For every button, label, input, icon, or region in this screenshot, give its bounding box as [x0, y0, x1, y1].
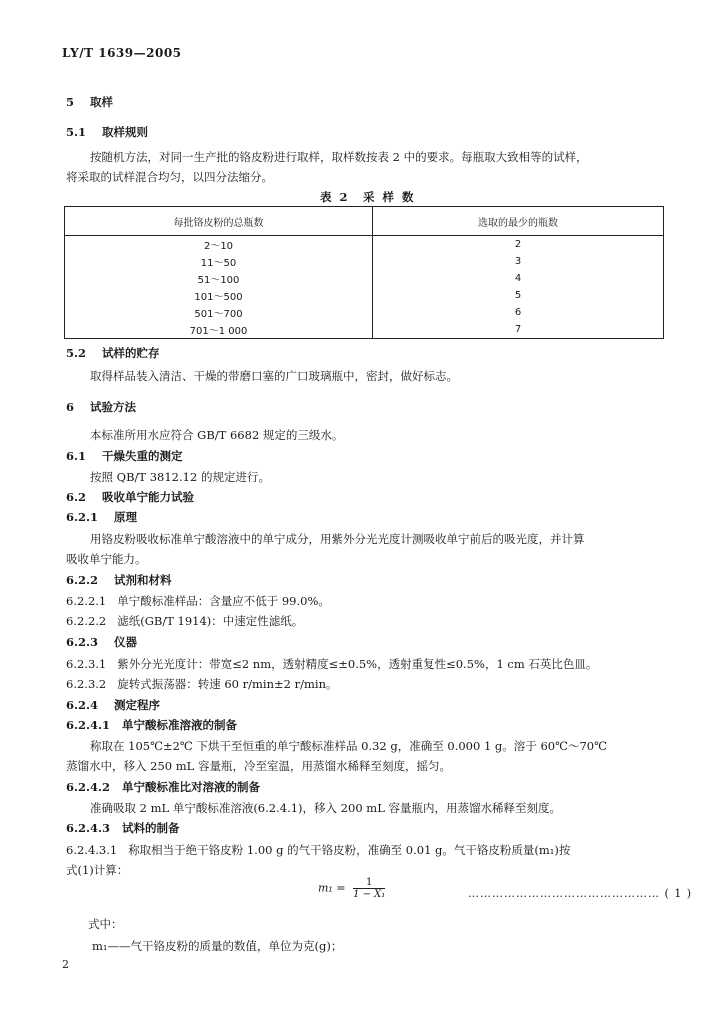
clause-text: 称取相当于绝干铬皮粉 1.00 g 的气干铬皮粉，准确至 0.01 g。气干铬皮粉质量(m₁)按	[128, 843, 571, 857]
section-title: 干燥失重的测定	[102, 449, 183, 463]
section-number: 6.2.3	[66, 635, 99, 649]
section-6-2-3-1	[66, 656, 597, 672]
formula-numerator: 1	[353, 877, 385, 889]
table-cell: 3	[373, 253, 664, 270]
section-6-2-3-heading	[66, 634, 137, 650]
table-header-min-bottles: 选取的最少的瓶数	[373, 207, 664, 236]
section-6-2-4-1-line-2: 蒸馏水中，移入 250 mL 容量瓶，冷至室温，用蒸馏水稀释至刻度，摇匀。	[66, 759, 451, 773]
table-header-row	[65, 207, 664, 236]
section-5-heading	[66, 94, 113, 110]
section-6-2-4-3-heading	[66, 820, 180, 836]
section-title: 试料的制备	[122, 821, 180, 835]
formula-tag: ( 1 )	[664, 887, 693, 900]
table-cell: 5	[373, 287, 664, 304]
table-cell: 11～50	[65, 253, 373, 270]
section-title: 试样的贮存	[102, 346, 160, 360]
clause-number: 6.2.4.3.1	[66, 843, 118, 857]
section-number: 5.1	[66, 125, 87, 139]
clause-text: 滤纸(GB/T 1914)：中速定性滤纸。	[117, 614, 304, 628]
section-number: 6.2.4.2	[66, 780, 111, 794]
formula-denominator: 1 − X₁	[353, 889, 386, 900]
section-6-2-4-heading	[66, 697, 160, 713]
table-cell: 101～500	[65, 287, 373, 304]
section-title: 试验方法	[90, 400, 137, 414]
section-6-2-2-1	[66, 593, 330, 609]
table-cell: 7	[373, 321, 664, 339]
section-5-1-line-2: 将采取的试样混合均匀，以四分法缩分。	[66, 170, 273, 184]
table-row	[65, 236, 664, 254]
sampling-table	[64, 206, 664, 339]
clause-text: 紫外分光光度计：带宽≤2 nm，透射精度≤±0.5%，透射重复性≤0.5%，1 cm 石英比色皿。	[117, 657, 598, 671]
section-6-2-1-line-2: 吸收单宁能力。	[66, 552, 147, 566]
table-cell: 4	[373, 270, 664, 287]
section-number: 6.2	[66, 490, 87, 504]
section-6-text: 本标准所用水应符合 GB/T 6682 规定的三级水。	[90, 428, 344, 442]
table-row	[65, 321, 664, 339]
formula-lhs: m₁ =	[318, 881, 346, 895]
section-6-heading	[66, 399, 136, 415]
section-title: 试剂和材料	[114, 573, 172, 587]
clause-text: 旋转式振荡器：转速 60 r/min±2 r/min。	[117, 677, 338, 691]
section-6-1-heading	[66, 448, 183, 464]
section-number: 6	[66, 400, 75, 414]
table-cell: 701～1 000	[65, 321, 373, 339]
table-cell: 51～100	[65, 270, 373, 287]
section-title: 单宁酸标准比对溶液的制备	[122, 780, 261, 794]
section-6-2-4-3-1-line-2: 式(1)计算：	[66, 863, 129, 877]
section-number: 6.2.4.3	[66, 821, 111, 835]
section-number: 6.2.2	[66, 573, 99, 587]
section-title: 单宁酸标准溶液的制备	[122, 718, 238, 732]
section-number: 6.2.4.1	[66, 718, 111, 732]
section-6-2-2-2	[66, 613, 303, 629]
clause-number: 6.2.2.1	[66, 594, 107, 608]
section-6-2-4-3-1	[66, 842, 570, 858]
section-title: 测定程序	[114, 698, 161, 712]
section-6-2-4-2-text: 准确吸取 2 mL 单宁酸标准溶液(6.2.4.1)，移入 200 mL 容量瓶内，用蒸馏水稀释至刻度。	[90, 801, 561, 815]
table-caption: 表 2 采 样 数	[320, 190, 416, 204]
section-5-2-heading	[66, 345, 160, 361]
section-6-2-3-2	[66, 676, 337, 692]
formula-dots: …………………………………………	[468, 887, 660, 900]
section-number: 6.2.1	[66, 510, 99, 524]
standard-code-header: LY/T 1639—2005	[62, 46, 182, 60]
section-5-1-heading	[66, 124, 148, 140]
table-cell: 6	[373, 304, 664, 321]
table-cell: 2	[373, 236, 664, 254]
table-row	[65, 287, 664, 304]
where-label: 式中：	[88, 917, 123, 931]
section-5-2-text: 取得样品装入清洁、干燥的带磨口塞的广口玻璃瓶中，密封，做好标志。	[90, 369, 458, 383]
clause-number: 6.2.2.2	[66, 614, 107, 628]
section-6-2-2-heading	[66, 572, 172, 588]
section-title: 原理	[114, 510, 138, 524]
formula-fraction	[353, 877, 385, 900]
section-6-2-4-1-heading	[66, 717, 237, 733]
section-6-2-4-2-heading	[66, 779, 260, 795]
section-6-2-1-line-1: 用铬皮粉吸收标准单宁酸溶液中的单宁成分，用紫外分光光度计测吸收单宁前后的吸光度，并计算	[90, 532, 585, 546]
section-6-2-1-heading	[66, 509, 137, 525]
section-6-2-heading	[66, 489, 194, 505]
section-title: 吸收单宁能力试验	[102, 490, 195, 504]
section-title: 取样	[90, 95, 114, 109]
table-row	[65, 253, 664, 270]
where-m1-definition: m₁——气干铬皮粉的质量的数值，单位为克(g)；	[92, 939, 343, 953]
table-cell: 501～700	[65, 304, 373, 321]
table-row	[65, 270, 664, 287]
section-6-1-text: 按照 QB/T 3812.12 的规定进行。	[90, 470, 270, 484]
page-number: 2	[62, 958, 69, 971]
section-number: 5	[66, 95, 75, 109]
table-row	[65, 304, 664, 321]
section-6-2-4-1-line-1: 称取在 105℃±2℃ 下烘干至恒重的单宁酸标准样品 0.32 g，准确至 0.000 1 g。溶于 60℃～70℃	[90, 739, 607, 753]
formula-leader	[468, 887, 692, 900]
clause-text: 单宁酸标准样品：含量应不低于 99.0%。	[117, 594, 330, 608]
table-cell: 2～10	[65, 236, 373, 254]
formula-1	[318, 877, 385, 900]
section-title: 仪器	[114, 635, 138, 649]
section-5-1-line-1: 按随机方法，对同一生产批的铬皮粉进行取样，取样数按表 2 中的要求。每瓶取大致相等的试样，	[90, 150, 588, 164]
section-number: 6.1	[66, 449, 87, 463]
section-number: 5.2	[66, 346, 87, 360]
section-title: 取样规则	[102, 125, 149, 139]
clause-number: 6.2.3.1	[66, 657, 107, 671]
table-header-total-bottles: 每批铬皮粉的总瓶数	[65, 207, 373, 236]
section-number: 6.2.4	[66, 698, 99, 712]
clause-number: 6.2.3.2	[66, 677, 107, 691]
